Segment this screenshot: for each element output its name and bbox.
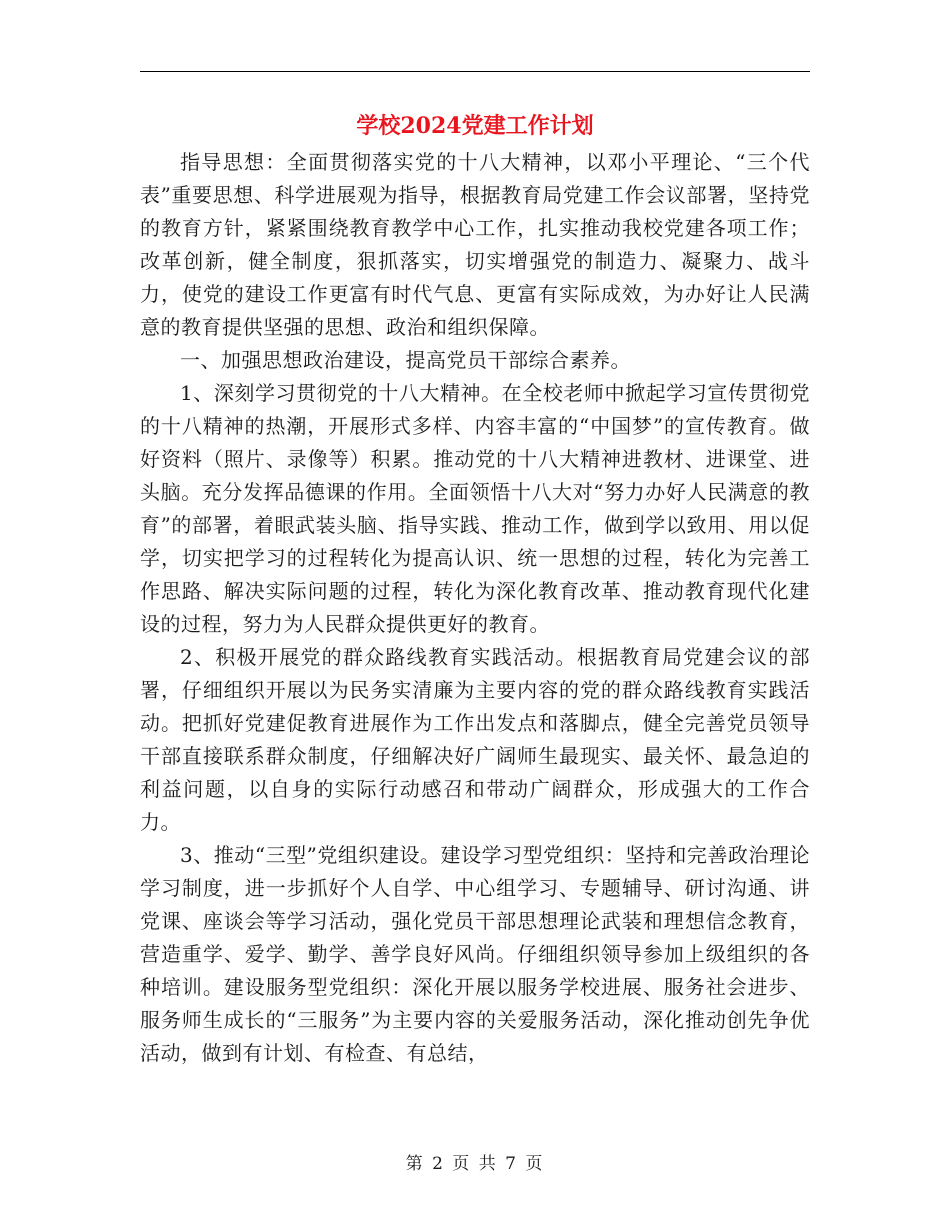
paragraph-guiding-ideology: 指导思想：全面贯彻落实党的十八大精神，以邓小平理论、“三个代表”重要思想、科学进展观为指导，根据教育局党建工作会议部署，坚持党的教育方针，紧紧围绕教育教学中心工作，扎实推动我校党建各项工作；改革创新，健全制度，狠抓落实，切实增强党的制造力、凝聚力、战斗力，使党的建设工作更富有时代气息、更富有实际成效，为办好让人民满意的教育提供坚强的思想、政治和组织保障。 — [140, 150, 810, 339]
document-title: 学校2024党建工作计划 — [356, 113, 594, 139]
section-heading-1: 一、加强思想政治建设，提高党员干部综合素养。 — [180, 348, 631, 372]
paragraph-item-3: 3、推动“三型”党组织建设。建设学习型党组织：坚持和完善政治理论学习制度，进一步抓好个人自学、中心组学习、专题辅导、研讨沟通、讲党课、座谈会等学习活动，强化党员干部思想理论武装和理想信念教育，营造重学、爱学、勤学、善学良好风尚。仔细组织领导参加上级组织的各种培训。建设服务型党组织：深化开展以服务学校进展、服务社会进步、服务师生成长的“三服务”为主要内容的关爱服务活动，深化推动创先争优活动，做到有计划、有检查、有总结， — [140, 843, 810, 1065]
paragraph-item-2: 2、积极开展党的群众路线教育实践活动。根据教育局党建会议的部署，仔细组织开展以为民务实清廉为主要内容的党的群众路线教育实践活动。把抓好党建促教育进展作为工作出发点和落脚点，健全完善党员领导干部直接联系群众制度，仔细解决好广阔师生最现实、最关怀、最急迫的利益问题，以自身的实际行动感召和带动广阔群众，形成强大的工作合力。 — [140, 645, 810, 834]
document-body — [140, 146, 810, 1070]
page-number-footer: 第 2 页 共 7 页 — [405, 1154, 545, 1174]
header-rule — [140, 71, 810, 72]
paragraph-item-1: 1、深刻学习贯彻党的十八大精神。在全校老师中掀起学习宣传贯彻党的十八精神的热潮，开展形式多样、内容丰富的“中国梦”的宣传教育。做好资料（照片、录像等）积累。推动党的十八大精神进教材、进课堂、进头脑。充分发挥品德课的作用。全面领悟十八大对“努力办好人民满意的教育”的部署，着眼武装头脑、指导实践、推动工作，做到学以致用、用以促学，切实把学习的过程转化为提高认识、统一思想的过程，转化为完善工作思路、解决实际问题的过程，转化为深化教育改革、推动教育现代化建设的过程，努力为人民群众提供更好的教育。 — [140, 381, 810, 636]
